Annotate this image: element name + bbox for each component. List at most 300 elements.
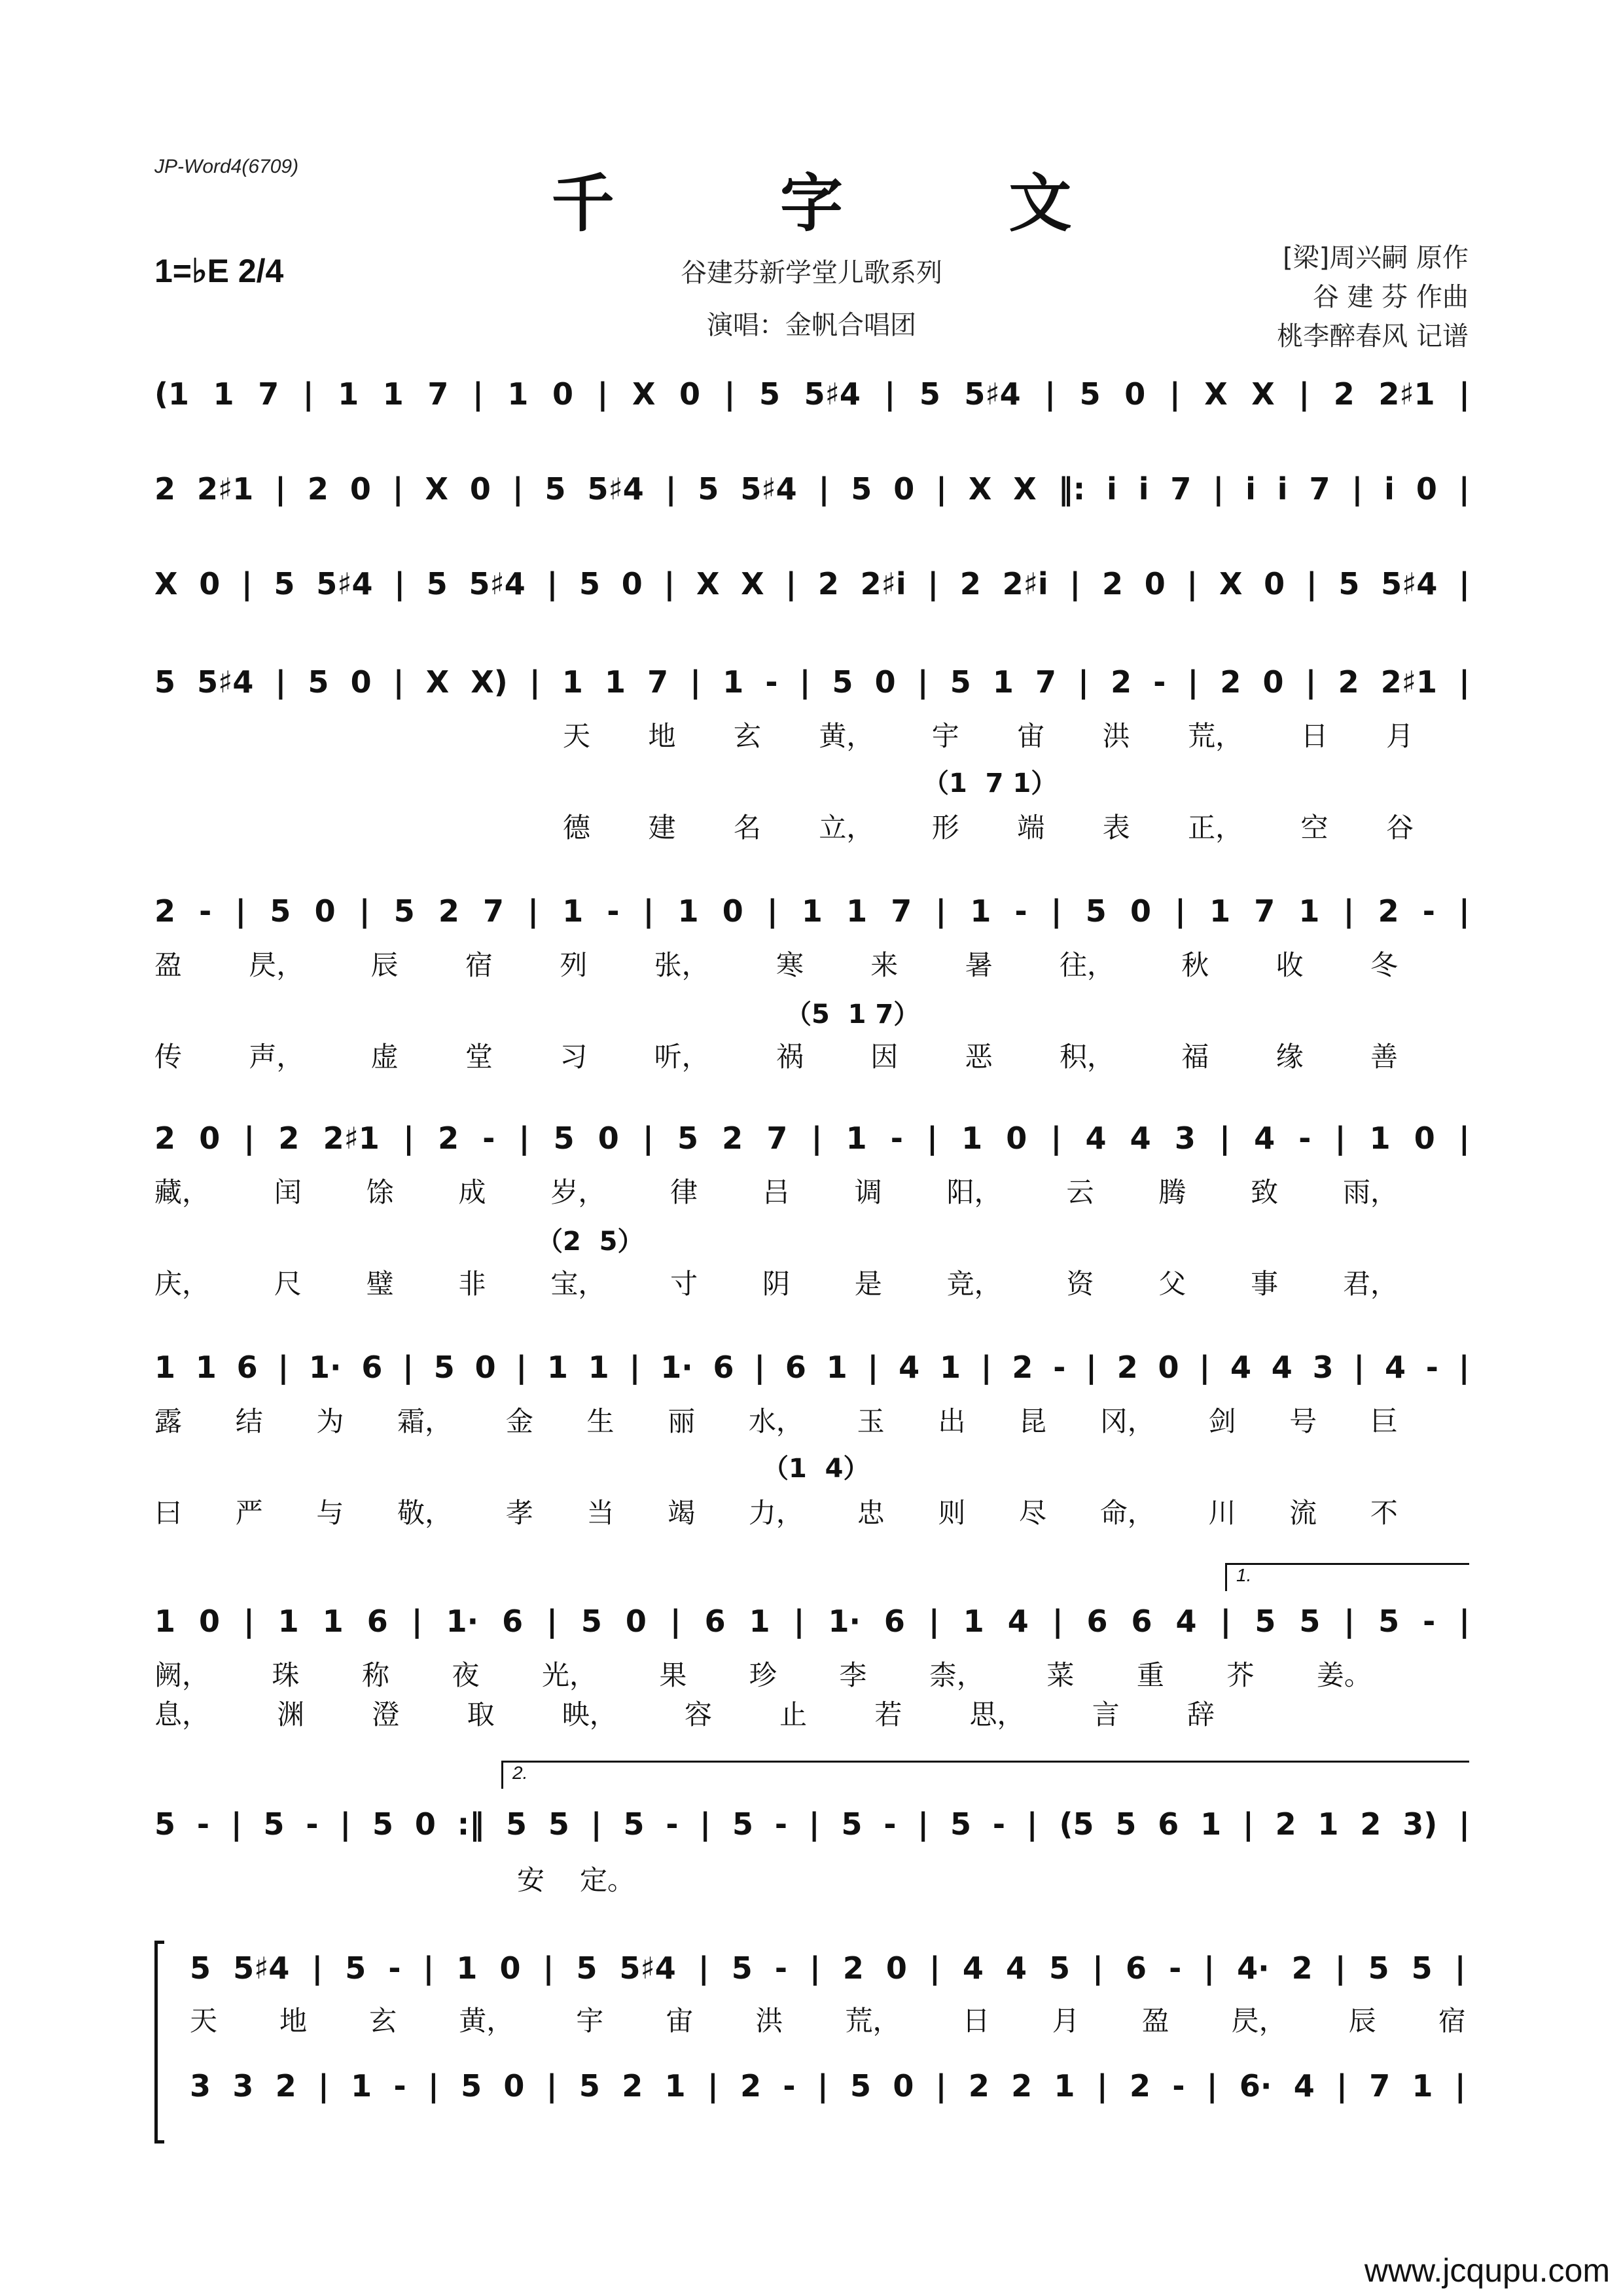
- note-token: 2: [275, 2068, 296, 2104]
- lyric-text: 宿: [1438, 2005, 1466, 2037]
- note-token: 5: [623, 1806, 645, 1842]
- note-token: 5: [544, 471, 566, 507]
- lyric-text: 曰: [154, 1497, 183, 1529]
- lyric-text: 宇: [576, 2005, 604, 2037]
- barline: |: [643, 893, 654, 929]
- note-token: 0: [199, 1121, 221, 1156]
- note-token: 5♯4: [316, 566, 373, 601]
- note-token: 3): [1402, 1806, 1438, 1842]
- note-token: 4: [899, 1350, 920, 1385]
- note-token: 2♯1: [1378, 376, 1435, 412]
- barline: |: [243, 1604, 255, 1639]
- note-token: 3: [232, 2068, 254, 2104]
- note-token: 3: [1312, 1350, 1334, 1385]
- note-token: 2: [959, 566, 981, 601]
- lyric-text: 君，: [1342, 1268, 1398, 1300]
- barline: |: [1242, 1806, 1254, 1842]
- note-token: 4: [1175, 1604, 1197, 1639]
- barline: |: [754, 1350, 766, 1385]
- lyric-text: 尽: [1019, 1497, 1047, 1529]
- barline: |: [669, 1604, 681, 1639]
- note-token: 0: [885, 1950, 907, 1986]
- note-token: 0: [679, 376, 700, 412]
- note-token: 2: [1338, 664, 1359, 700]
- note-token: 2: [740, 2068, 762, 2104]
- lyric-text: 父: [1158, 1268, 1186, 1300]
- note-token: 1: [970, 893, 991, 929]
- lyric-text: 寒: [776, 949, 804, 981]
- note-token: 5♯4: [964, 376, 1021, 412]
- lyric-verse-2: [154, 1263, 1398, 1302]
- lyric-verse-2: [563, 806, 1414, 846]
- lyric-text: 致: [1251, 1176, 1279, 1208]
- notation-row-lower-voice: [190, 2068, 1466, 2104]
- key-signature: 1=♭E 2/4: [154, 253, 284, 289]
- barline: |: [1078, 664, 1089, 700]
- note-token: 6: [713, 1350, 734, 1385]
- series-subtitle: 谷建芬新学堂儿歌系列: [681, 258, 942, 288]
- alternate-notes: （2 5）: [537, 1227, 644, 1257]
- barline: |: [1459, 1604, 1470, 1639]
- note-token: 0: [349, 471, 371, 507]
- barline: |: [1175, 893, 1186, 929]
- note-token: 0: [1158, 1350, 1179, 1385]
- barline: |: [1458, 1121, 1470, 1156]
- note-token: 6: [1086, 1604, 1108, 1639]
- barline: |: [1186, 566, 1198, 601]
- note-token: 2: [1116, 1350, 1138, 1385]
- note-token: 0: [1124, 376, 1146, 412]
- lyric-text: 地: [279, 2005, 308, 2037]
- barline: |: [275, 471, 286, 507]
- notation-row-upper-voice: [190, 1950, 1466, 1986]
- note-token: 2: [1333, 376, 1355, 412]
- lyric-text: 往，: [1059, 949, 1115, 981]
- lyric-text: 秋: [1181, 949, 1209, 981]
- lyric-text: 庆，: [154, 1268, 210, 1300]
- lyric-text: 雨，: [1342, 1176, 1398, 1208]
- note-token: 2: [1378, 893, 1399, 929]
- lyric-text: 竞，: [946, 1268, 1002, 1300]
- lyric-text: 竭: [668, 1497, 696, 1529]
- note-token: 2: [154, 1121, 176, 1156]
- note-token: 2: [154, 471, 176, 507]
- lyric-text: 云: [1066, 1176, 1094, 1208]
- lyric-text: 玉: [857, 1405, 885, 1437]
- barline: |: [1044, 376, 1056, 412]
- lyric-text: 光，: [541, 1659, 597, 1691]
- note-token: -: [774, 1806, 787, 1842]
- page-title: 千 字 文: [551, 166, 1144, 240]
- lyric-text: 名: [733, 812, 761, 844]
- barline: |: [1336, 2068, 1347, 2104]
- note-token: 5: [1079, 376, 1101, 412]
- note-token: 2: [1012, 1350, 1033, 1385]
- barline: |: [235, 893, 247, 929]
- lyric-text: 珍: [749, 1659, 777, 1691]
- lyric-text: 映，: [562, 1698, 617, 1731]
- note-token: 5: [154, 664, 176, 700]
- lyric-text: 立，: [819, 812, 874, 844]
- note-token: 4: [1293, 2068, 1315, 2104]
- note-token: 2: [1129, 2068, 1150, 2104]
- notation-row: [154, 1604, 1470, 1639]
- note-token: 5: [732, 1806, 753, 1842]
- barline: |: [1187, 664, 1199, 700]
- note-token: 2: [1101, 566, 1123, 601]
- note-token: 0: [893, 471, 915, 507]
- barline: |: [707, 2068, 719, 2104]
- barline: |: [318, 2068, 329, 2104]
- note-token: 2: [278, 1121, 300, 1156]
- barline: |: [1334, 1121, 1346, 1156]
- barline: |: [793, 1604, 805, 1639]
- note-token: 2♯1: [1380, 664, 1438, 700]
- note-token: 1: [826, 1350, 847, 1385]
- note-token: 5: [426, 566, 448, 601]
- alternate-notes: （1 4）: [762, 1454, 870, 1484]
- barline: |: [1092, 1950, 1103, 1986]
- lyric-text: 日: [962, 2005, 990, 2037]
- lyric-text: 重: [1136, 1659, 1164, 1691]
- note-token: -: [774, 1950, 787, 1986]
- lyric-text: 号: [1289, 1405, 1317, 1437]
- barline: ‖:: [1058, 471, 1086, 507]
- lyric-text: 取: [467, 1698, 495, 1731]
- barline: |: [403, 1121, 414, 1156]
- note-token: 6: [1158, 1806, 1179, 1842]
- note-token: X: [696, 566, 720, 601]
- note-token: 0: [722, 893, 743, 929]
- lyric-verse-1: [154, 1171, 1398, 1210]
- note-token: 5♯4: [1381, 566, 1438, 601]
- barline: |: [1306, 566, 1317, 601]
- lyric-text: 昃，: [1231, 2005, 1287, 2037]
- note-token: 5♯4: [587, 471, 644, 507]
- lyric-text: 律: [670, 1176, 698, 1208]
- lyric-text: 流: [1289, 1497, 1317, 1529]
- lyric-text: 珠: [272, 1659, 300, 1691]
- note-token: -: [482, 1121, 495, 1156]
- barline: |: [516, 1350, 527, 1385]
- barline: |: [543, 1950, 554, 1986]
- lyric-text: 积，: [1059, 1041, 1115, 1073]
- lyric-text: 辰: [370, 949, 399, 981]
- note-token: i: [1107, 471, 1117, 507]
- lyric-text: 月: [1385, 720, 1414, 752]
- lyric-text: 冈，: [1099, 1405, 1155, 1437]
- lyric-text: 力，: [748, 1497, 804, 1529]
- barline: |: [427, 2068, 439, 2104]
- note-token: 0: [1144, 566, 1166, 601]
- note-token: 7: [258, 376, 279, 412]
- lyric-text: 容: [684, 1698, 712, 1731]
- barline: |: [230, 1806, 242, 1842]
- software-tag: JP-Word4(6709): [154, 156, 299, 177]
- system-bracket: [154, 1941, 164, 2144]
- note-token: X: [154, 566, 178, 601]
- note-token: 0: [503, 2068, 525, 2104]
- note-token: 2♯i: [860, 566, 906, 601]
- lyric-text: 忠: [857, 1497, 885, 1529]
- note-token: 5: [1255, 1604, 1276, 1639]
- note-token: -: [1153, 664, 1166, 700]
- note-token: 6: [236, 1350, 258, 1385]
- note-token: X: [1204, 376, 1228, 412]
- lyric-text: 安: [517, 1864, 545, 1896]
- note-token: 1: [588, 1350, 609, 1385]
- note-token: 7: [891, 893, 912, 929]
- note-token: 5: [919, 376, 940, 412]
- note-token: 5: [1411, 1950, 1433, 1986]
- note-token: 6: [704, 1604, 726, 1639]
- note-token: 1·: [446, 1604, 479, 1639]
- note-token: 1: [195, 1350, 217, 1385]
- note-token: 2: [1011, 2068, 1033, 2104]
- note-token: 5: [274, 566, 295, 601]
- lyric-text: 孝: [505, 1497, 533, 1529]
- lyric-text: 寸: [670, 1268, 698, 1300]
- note-token: 0: [1414, 1121, 1435, 1156]
- note-token: 5: [461, 2068, 482, 2104]
- lyric-text: 非: [458, 1268, 486, 1300]
- lyric-text: 黄，: [819, 720, 874, 752]
- note-token: 1: [322, 1604, 344, 1639]
- note-token: X: [741, 566, 764, 601]
- note-token: 5: [393, 893, 415, 929]
- notation-row: [154, 376, 1470, 412]
- lyric-text: 建: [648, 812, 676, 844]
- note-token: 1: [963, 1604, 984, 1639]
- note-token: 4·: [1237, 1950, 1270, 1986]
- note-token: 1: [605, 664, 626, 700]
- notation-row: [154, 1350, 1470, 1385]
- barline: |: [1459, 376, 1470, 412]
- lyric-text: 事: [1251, 1268, 1279, 1300]
- alternate-notes: （1 7 1）: [923, 768, 1058, 798]
- barline: |: [512, 471, 524, 507]
- lyric-text: 则: [938, 1497, 966, 1529]
- barline: |: [1454, 1950, 1466, 1986]
- barline: |: [1458, 1350, 1470, 1385]
- lyric-text: 正，: [1188, 812, 1243, 844]
- note-token: 5: [698, 471, 719, 507]
- lyric-verse-2: [154, 1693, 1215, 1732]
- note-token: 0: [1416, 471, 1437, 507]
- note-token: -: [1053, 1350, 1066, 1385]
- barline: |: [1298, 376, 1310, 412]
- barline: |: [546, 2068, 558, 2104]
- barline: |: [1220, 1604, 1232, 1639]
- note-token: 1: [749, 1604, 770, 1639]
- note-token: 5: [270, 893, 291, 929]
- note-token: (5: [1059, 1806, 1094, 1842]
- note-token: X: [1251, 376, 1275, 412]
- barline: |: [935, 893, 947, 929]
- note-token: 1: [801, 893, 823, 929]
- note-token: 2: [1360, 1806, 1382, 1842]
- barline: |: [665, 471, 677, 507]
- lyric-text: 端: [1017, 812, 1045, 844]
- lyric-text: 霜，: [397, 1405, 453, 1437]
- barline: |: [527, 893, 539, 929]
- lyric-text: 为: [316, 1405, 344, 1437]
- lyric-text: 张，: [654, 949, 709, 981]
- note-token: 5: [950, 664, 971, 700]
- barline: |: [529, 664, 541, 700]
- barline: |: [597, 376, 609, 412]
- barline: |: [1169, 376, 1181, 412]
- note-token: 1: [154, 1604, 176, 1639]
- note-token: 1·: [828, 1604, 861, 1639]
- note-token: 0: [199, 1604, 221, 1639]
- credit-composer: 谷 建 芬 作曲: [1312, 282, 1469, 312]
- note-token: -: [1423, 1604, 1436, 1639]
- lyric-text: 辰: [1348, 2005, 1376, 2037]
- lyric-text: 昃，: [249, 949, 304, 981]
- note-token: i: [1245, 471, 1256, 507]
- lyric-text: 成: [458, 1176, 486, 1208]
- note-token: 0: [314, 893, 336, 929]
- lyric-text: 善: [1370, 1041, 1398, 1073]
- note-token: -: [666, 1806, 679, 1842]
- note-token: 6: [785, 1350, 806, 1385]
- note-token: 0: [1264, 566, 1285, 601]
- lyric-text: 形: [931, 812, 959, 844]
- notation-row: [154, 664, 1470, 700]
- barline: |: [1050, 893, 1062, 929]
- lyric-text: 洪: [755, 2005, 783, 2037]
- barline: |: [1343, 893, 1355, 929]
- barline: |: [629, 1350, 641, 1385]
- note-token: 5: [154, 1806, 176, 1842]
- note-token: 7: [1170, 471, 1192, 507]
- barline: |: [241, 566, 253, 601]
- performer-line: 演唱：金帆合唱团: [707, 310, 916, 340]
- barline: |: [1344, 1604, 1355, 1639]
- note-token: 0: [621, 566, 643, 601]
- note-token: 7: [1254, 893, 1275, 929]
- note-token: 1: [1200, 1806, 1222, 1842]
- lyric-text: 缘: [1275, 1041, 1304, 1073]
- note-token: 5♯4: [804, 376, 861, 412]
- lyric-text: 露: [154, 1405, 183, 1437]
- note-token: 1: [154, 1350, 176, 1385]
- barline: |: [867, 1350, 879, 1385]
- lyric-text: 止: [779, 1698, 808, 1731]
- barline: |: [312, 1950, 323, 1986]
- lyric-verse-2: [154, 1035, 1398, 1075]
- barline: |: [1351, 471, 1363, 507]
- note-token: 0: [1262, 664, 1284, 700]
- note-token: 1: [677, 893, 699, 929]
- note-token: 4: [1005, 1950, 1027, 1986]
- lyric-text: 列: [560, 949, 588, 981]
- note-token: 7: [1035, 664, 1057, 700]
- barline: |: [472, 376, 484, 412]
- note-token: 4: [1085, 1121, 1107, 1156]
- note-token: 4: [1230, 1350, 1251, 1385]
- lyric-text: 若: [874, 1698, 902, 1731]
- lyric-text: 福: [1181, 1041, 1209, 1073]
- note-token: 0: [1130, 893, 1151, 929]
- lyric-text: 是: [854, 1268, 882, 1300]
- note-token: 1: [338, 376, 359, 412]
- note-token: 5: [1338, 566, 1360, 601]
- note-token: -: [890, 1121, 903, 1156]
- barline: |: [799, 664, 811, 700]
- lyric-text: 来: [870, 949, 899, 981]
- note-token: 2♯1: [323, 1121, 380, 1156]
- note-token: 0: [874, 664, 896, 700]
- lyric-verse-1: [154, 1400, 1398, 1439]
- note-token: 0: [597, 1121, 619, 1156]
- note-token: 1: [277, 1604, 299, 1639]
- lyric-text: 生: [586, 1405, 615, 1437]
- barline: |: [1096, 2068, 1108, 2104]
- note-token: 5: [851, 471, 872, 507]
- lyric-text: 冬: [1370, 949, 1398, 981]
- note-token: 1: [382, 376, 404, 412]
- note-token: 7: [483, 893, 505, 929]
- lyric-text: 尺: [274, 1268, 302, 1300]
- barline: |: [1305, 664, 1317, 700]
- second-ending-bracket: 2.: [501, 1761, 1469, 1789]
- lyric-text: 调: [854, 1176, 882, 1208]
- barline: |: [546, 566, 558, 601]
- lyric-text: 虚: [370, 1041, 399, 1073]
- lyric-text: 息，: [154, 1698, 210, 1731]
- barline: |: [275, 664, 287, 700]
- note-token: 1: [213, 376, 234, 412]
- note-token: 5: [1368, 1950, 1389, 1986]
- lyric-verse-1: [517, 1859, 635, 1898]
- barline: |: [1459, 664, 1470, 700]
- lyric-text: 结: [235, 1405, 263, 1437]
- barline: |: [817, 2068, 829, 2104]
- note-token: 0: [414, 1806, 436, 1842]
- note-token: -: [783, 2068, 796, 2104]
- note-token: 5: [1115, 1806, 1137, 1842]
- note-token: 2: [722, 1121, 743, 1156]
- lyric-upper-voice: [190, 2000, 1466, 2039]
- lyric-text: 日: [1300, 720, 1329, 752]
- note-token: 5: [677, 1121, 698, 1156]
- note-token: 5: [579, 2068, 600, 2104]
- note-token: 5♯4: [233, 1950, 290, 1986]
- lyric-text: 收: [1275, 949, 1304, 981]
- lyric-text: 出: [938, 1405, 966, 1437]
- barline: |: [917, 664, 929, 700]
- note-token: 5: [758, 376, 780, 412]
- note-token: 0: [893, 2068, 914, 2104]
- barline: |: [411, 1604, 423, 1639]
- note-token: 4: [1384, 1350, 1406, 1385]
- note-token: 0: [469, 471, 491, 507]
- note-token: 5♯4: [469, 566, 526, 601]
- lyric-text: 果: [659, 1659, 687, 1691]
- note-token: 7: [647, 664, 669, 700]
- note-token: -: [393, 2068, 406, 2104]
- note-token: X: [968, 471, 992, 507]
- note-token: 5: [832, 664, 853, 700]
- first-ending-bracket: 1.: [1225, 1563, 1469, 1591]
- barline: |: [935, 2068, 947, 2104]
- note-token: 5: [1299, 1604, 1321, 1639]
- alternate-notes: （5 1 7）: [785, 999, 920, 1030]
- note-token: 5: [731, 1950, 753, 1986]
- note-token: 1: [939, 1350, 961, 1385]
